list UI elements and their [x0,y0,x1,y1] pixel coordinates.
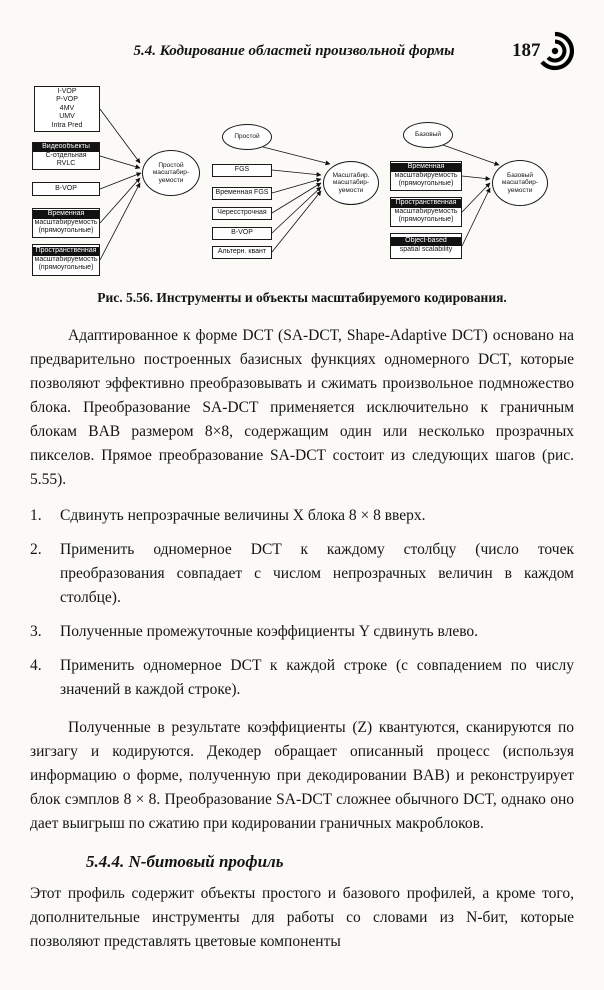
list-item-text: Сдвинуть непрозрачные величины X блока 8 × 8 вверх. [60,507,426,524]
list-item-text: Применить одномерное DCT к каждому столбцу (число точек преобразования совпадает с числом непрозрачных величин в каждом столбце). [60,541,574,606]
fig-box-temporal-fgs [212,187,272,200]
fig-box-heading: Видеообъекты [33,143,99,152]
list-item-text: Применить одномерное DCT к каждой строке (с совпадением по числу значений в каждой строке). [60,657,574,698]
fig-ellipse-simple-profile: Простой [222,124,272,150]
section-title: 5.4. Кодирование областей произвольной формы [133,42,455,59]
fig-ellipse-core-scalable-profile: Базовый масштабир- уемости [492,160,548,206]
fig-box-bvop-middle [212,227,272,240]
fig-box-text: масштабируемость (прямоугольные) [394,207,458,224]
fig-box-text: FGS [234,166,250,174]
list-item-text: Полученные промежуточные коэффициенты Y сдвинуть влево. [60,623,479,640]
fig-box-text: масштабируемость (прямоугольные) [34,255,98,272]
list-item [30,620,574,644]
subsection-title: 5.4.4. N-битовый профиль [86,852,284,871]
figure-caption: Рис. 5.56. Инструменты и объекты масштабируемого кодирования. [97,290,507,305]
paragraph-sa-dct-result: Полученные в результате коэффициенты (Z) квантуются, сканируются по зигзагу и кодируются. Декодер обращает описанный процесс (используя информацию о форме, полученную при декодировании BAB) и реконструирует блок сэмплов 8 × 8. Преобразование SA-DCT сложнее обычного DCT, однако оно дает выигрыш по сжатию при кодировании граничных макроблоков. [30,719,574,832]
fig-box-spatial-scalability-right [390,197,462,227]
fig-box-fgs [212,164,272,177]
fig-box-interlaced [212,207,272,220]
fig-box-heading: Object-based [391,237,461,246]
fig-box-text: С-отдельная RVLC [45,151,87,168]
fig-box-text: B-VOP [55,184,77,192]
fig-box-text: B-VOP [231,229,253,237]
list-item-number: 3. [30,623,42,640]
fig-box-video-objects [32,142,100,170]
fig-box-text: Альтерн. квант [217,248,267,256]
figure-5-56 [30,84,574,280]
fig-box-simple-tools [34,86,100,132]
fig-box-temporal-scalability-right [390,161,462,191]
page-number: 187 [512,40,541,61]
fig-ellipse-fgs-scalable-profile: Масштабир. масштабир- уемости [323,161,379,205]
list-item [30,654,574,702]
paragraph-sa-dct-intro: Адаптированное к форме DCT (SA-DCT, Shape-Adaptive DCT) основано на предварительно построенных базисных функциях одномерного DCT, которые позволяют эффективно преобразовывать и сжимать произвольное подмножество блока. Преобразование SA-DCT применяется исключительно к граничным блокам BAB размером 8×8, содержащим один или несколько прозрачных пикселов. Прямое преобразование SA-DCT состоит из следующих шагов (рис. 5.55). [30,327,574,488]
fig-ellipse-core-profile: Базовый [403,122,453,148]
list-item-number: 4. [30,657,42,674]
fig-ellipse-simple-scalable-profile: Простой масштабир- уемости [142,150,200,196]
fig-box-heading: Временная [33,210,99,219]
running-head [30,32,574,70]
fig-box-spatial-scalability-left [32,244,100,276]
fig-box-object-based-scalability [390,233,462,259]
fig-box-heading: Временная [391,163,461,172]
list-item-number: 2. [30,541,42,558]
fig-box-bvop-left [32,182,100,196]
numbered-list [30,504,574,702]
fig-box-temporal-scalability-left [32,208,100,238]
fig-box-text: I-VOP P-VOP 4MV UMV Intra Pred [51,87,83,129]
paragraph-nbit-profile: Этот профиль содержит объекты простого и базового профилей, а кроме того, дополнительные инструменты для работы со словами из N-бит, которые позволяют представлять цветовые компоненты [30,885,574,950]
list-item [30,538,574,610]
fig-box-text: масштабируемость (прямоугольные) [394,171,458,188]
fig-box-text: Чересстрочная [217,209,267,217]
fig-box-text: spatial scalability [399,246,453,253]
fig-box-alt-quant [212,246,272,259]
fig-box-heading: Пространственная [33,247,99,256]
list-item [30,504,574,528]
body-text [30,324,574,954]
fig-box-heading: Пространственная [391,199,461,208]
fig-box-text: Временная FGS [215,189,269,197]
list-item-number: 1. [30,507,42,524]
page-number-badge [512,31,574,71]
fig-box-text: масштабируемость (прямоугольные) [34,218,98,235]
